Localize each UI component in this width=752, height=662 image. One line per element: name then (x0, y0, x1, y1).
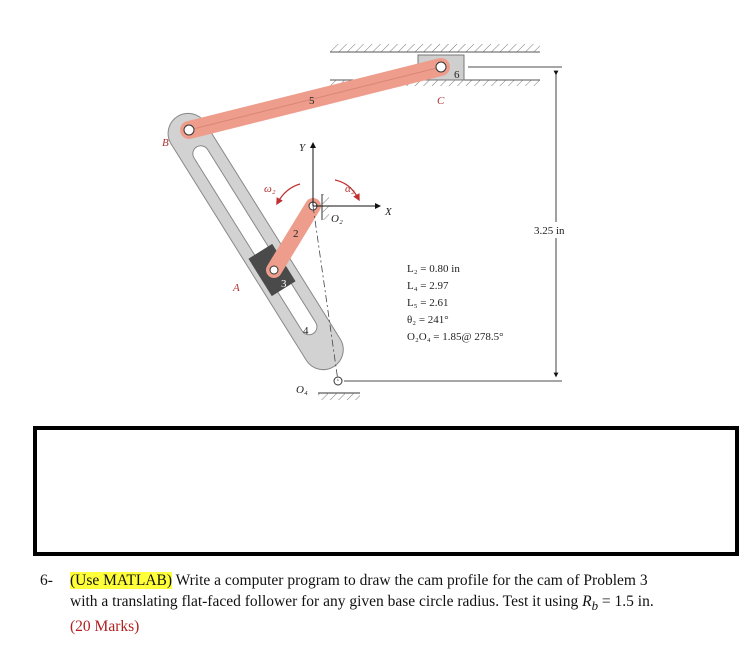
question-number: 6- (40, 572, 53, 589)
question-marks: (20 Marks) (70, 618, 140, 636)
rb-subscript: b (591, 598, 599, 614)
question-6 (40, 570, 740, 637)
label-O4: O₄ (296, 384, 308, 396)
question-text-2a: with a translating flat-faced follower for any given base circle radius. Test it using (70, 593, 583, 610)
param-theta2: θ₂ = 241° (407, 314, 449, 326)
use-matlab-highlight: (Use MATLAB) (70, 572, 173, 589)
link-label-5: 5 (309, 95, 315, 107)
parameter-list (407, 263, 504, 343)
label-O2: O₂ (331, 213, 343, 225)
answer-box (33, 426, 739, 556)
rb-symbol: R (582, 593, 592, 610)
joint-A (270, 266, 278, 274)
param-L2: L₂ = 0.80 in (407, 263, 460, 275)
param-O2O4: O₂O₄ = 1.85@ 278.5° (407, 331, 504, 343)
top-ground (330, 44, 540, 52)
link-label-2: 2 (293, 228, 299, 240)
omega-arrow (278, 184, 300, 202)
link-label-6: 6 (454, 69, 460, 81)
label-A: A (233, 282, 240, 294)
link-label-4: 4 (303, 325, 309, 337)
o2-ground (322, 194, 329, 220)
x-axis-label: X (385, 206, 392, 218)
question-line-2 (40, 591, 740, 616)
dimension-label: 3.25 in (534, 225, 565, 237)
label-B: B (162, 137, 169, 149)
alpha-label: α₂ (345, 183, 355, 195)
joint-C (436, 62, 446, 72)
question-text-2b: = 1.5 in. (598, 593, 654, 610)
omega-label: ω₂ (264, 183, 276, 195)
link-4 (161, 106, 351, 377)
link-label-3: 3 (281, 278, 287, 290)
question-line-1 (40, 570, 740, 591)
label-C: C (437, 95, 445, 107)
param-L5: L₅ = 2.61 (407, 297, 449, 309)
joint-B (184, 125, 194, 135)
o4-ground (318, 393, 360, 400)
y-axis-label: Y (299, 142, 306, 154)
question-text-1: Write a computer program to draw the cam profile for the cam of Problem 3 (172, 572, 648, 589)
param-L4: L₄ = 2.97 (407, 280, 449, 292)
